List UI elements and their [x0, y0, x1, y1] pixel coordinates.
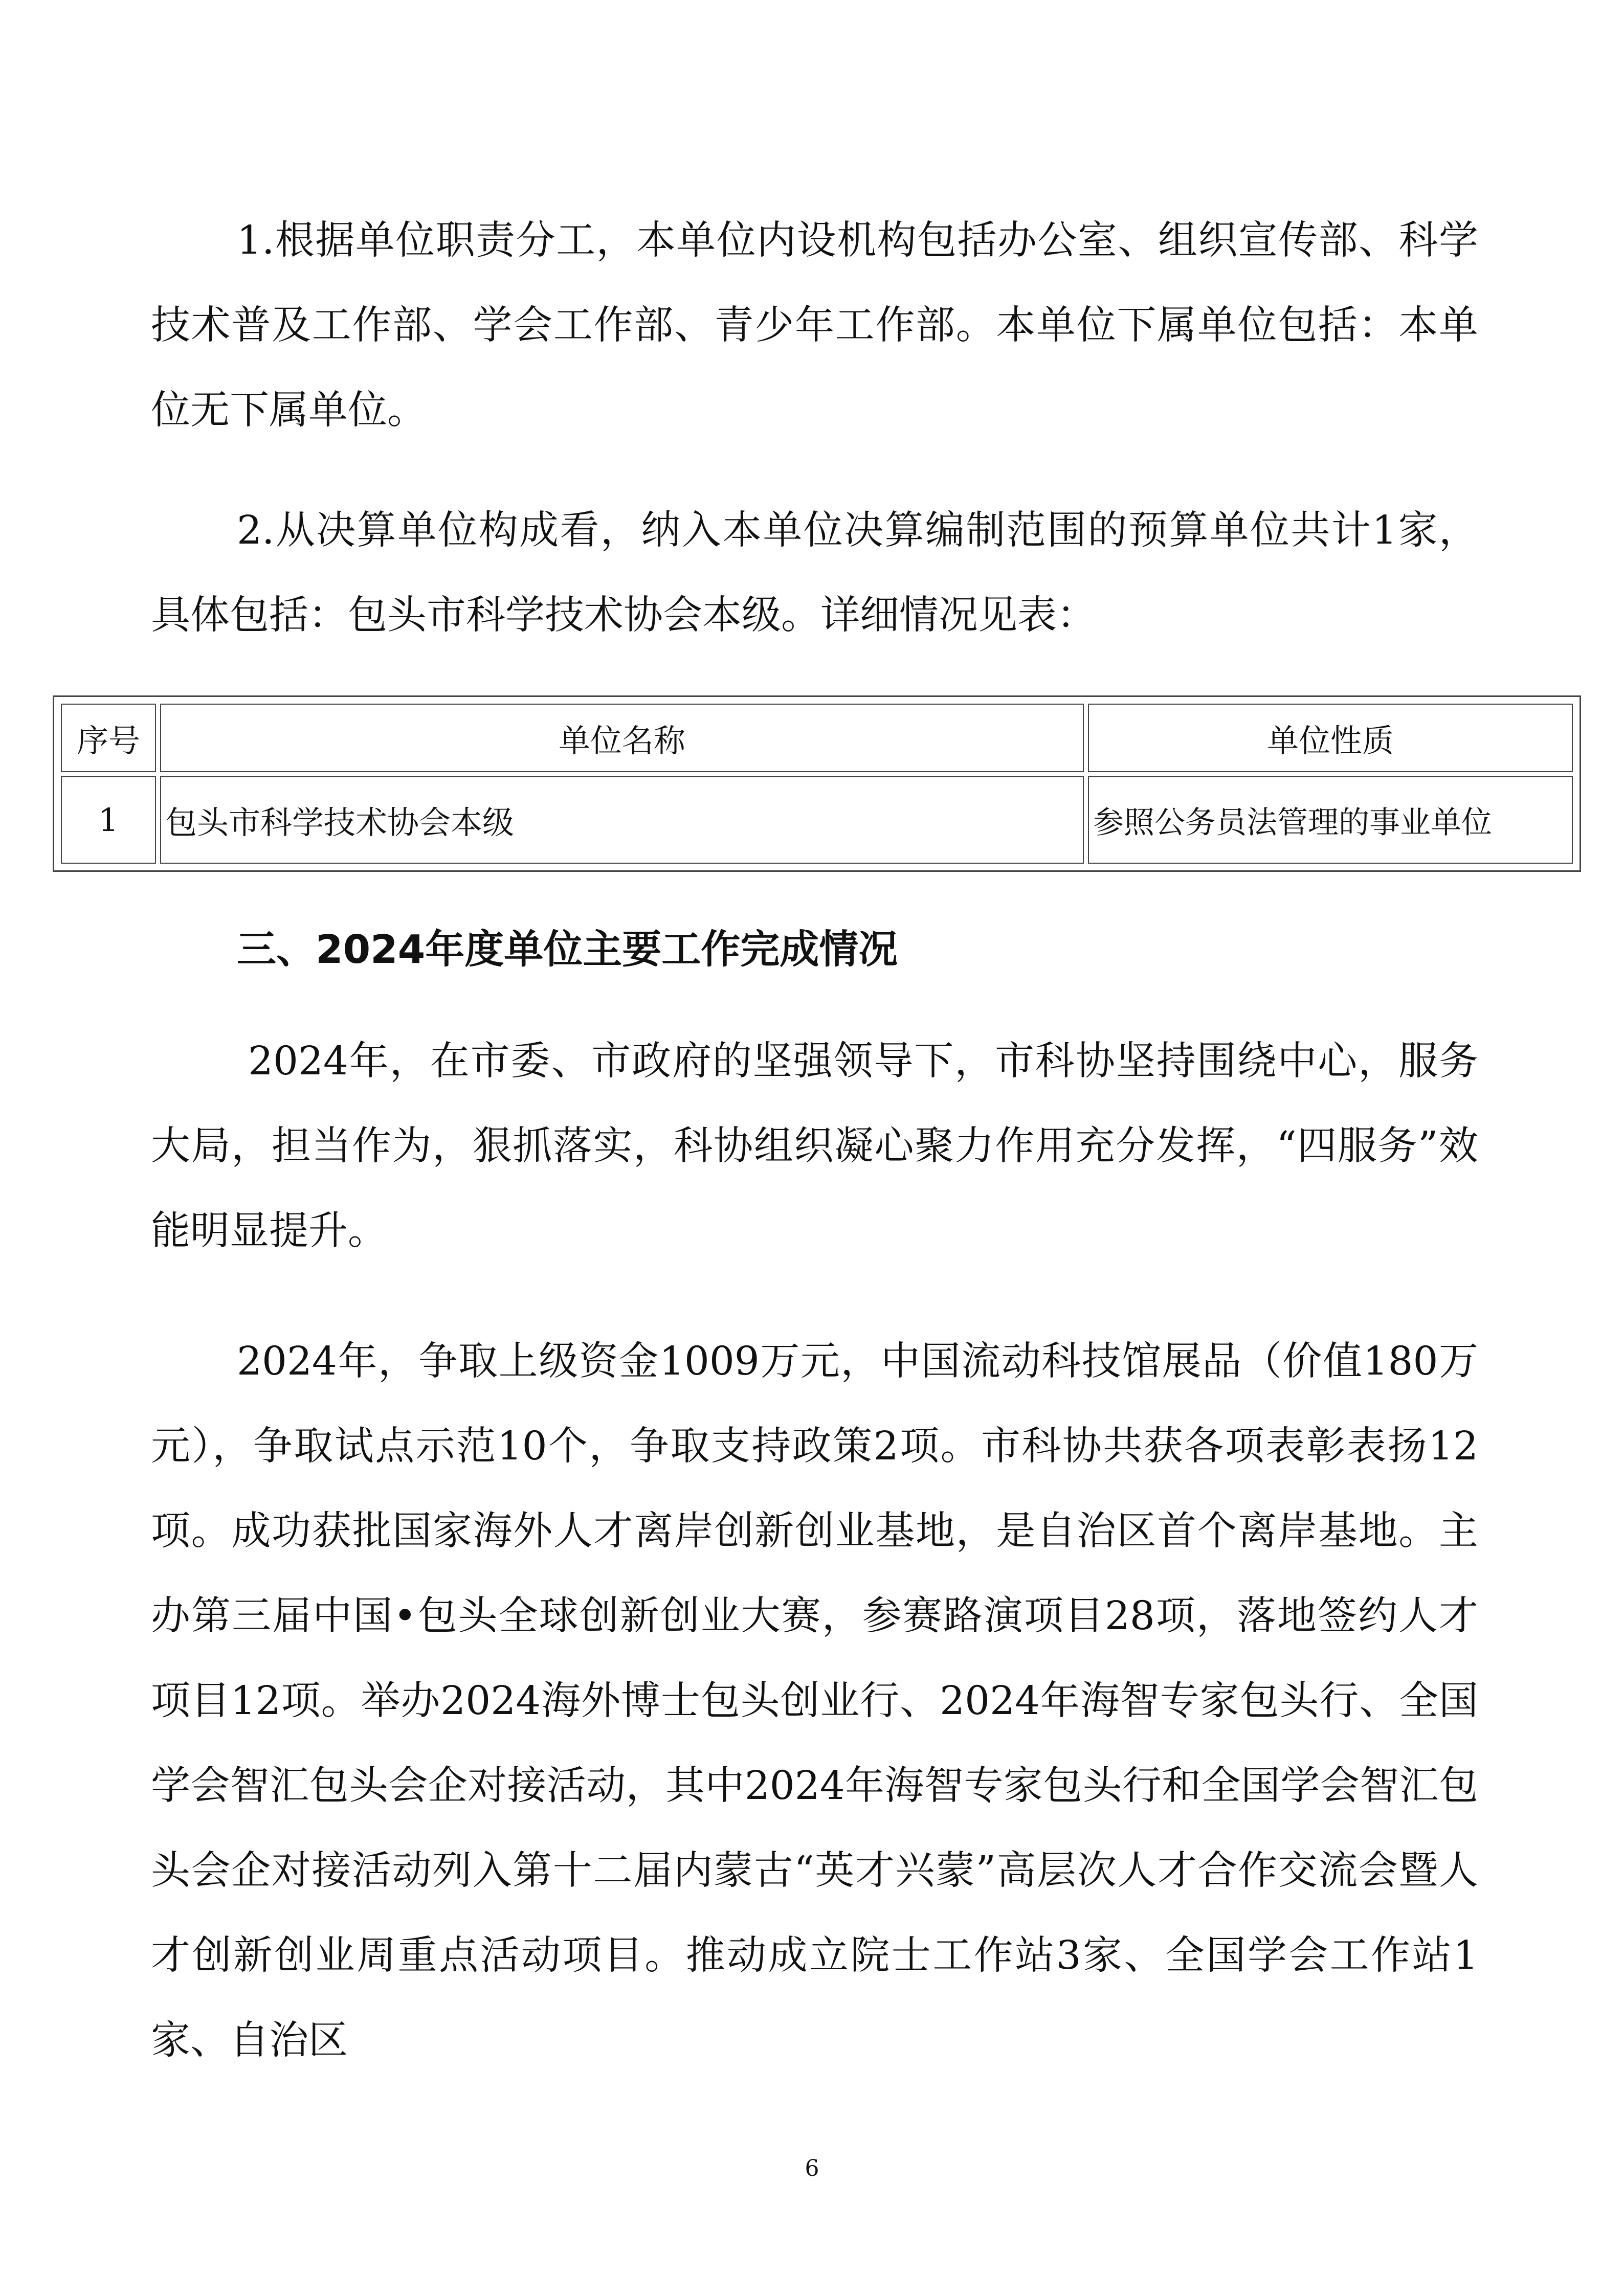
- table-header-row: [61, 704, 1573, 772]
- unit-table-grid: [57, 700, 1577, 868]
- unit-table: [53, 695, 1581, 872]
- cell-index: 1: [61, 776, 156, 864]
- cell-unit-nature: 参照公务员法管理的事业单位: [1088, 776, 1573, 864]
- paragraph-budget-units: 2.从决算单位构成看，纳入本单位决算编制范围的预算单位共计1家，具体包括：包头市科学技术协会本级。详细情况见表：: [151, 508, 1478, 638]
- paragraph-internal-structure: 1.根据单位职责分工，本单位内设机构包括办公室、组织宣传部、科学技术普及工作部、学会工作部、青少年工作部。本单位下属单位包括：本单位无下属单位。: [151, 218, 1478, 433]
- page-number: 6: [805, 2155, 819, 2181]
- paragraph-achievements: 2024年，争取上级资金1009万元，中国流动科技馆展品（价值180万元），争取试点示范10个，争取支持政策2项。市科协共获各项表彰表扬12项。成功获批国家海外人才离岸创新创业基地，是自治区首个离岸基地。主办第三届中国•包头全球创新创业大赛，参赛路演项目28项，落地签约人才项目12项。举办2024海外博士包头创业行、2024年海智专家包头行、全国学会智汇包头会企对接活动，其中2024年海智专家包头行和全国学会智汇包头会企对接活动列入第十二届内蒙古“英才兴蒙”高层次人才合作交流会暨人才创新创业周重点活动项目。推动成立院士工作站3家、全国学会工作站1家、自治区: [151, 1339, 1478, 2063]
- header-index: 序号: [61, 704, 156, 772]
- header-unit-nature: 单位性质: [1088, 704, 1573, 772]
- paragraph-summary: 2024年，在市委、市政府的坚强领导下，市科协坚持围绕中心，服务大局，担当作为，狠抓落实，科协组织凝心聚力作用充分发挥，“四服务”效能明显提升。: [151, 1039, 1478, 1254]
- section-heading: 三、2024年度单位主要工作完成情况: [237, 927, 898, 973]
- header-unit-name: 单位名称: [160, 704, 1084, 772]
- table-row: [61, 776, 1573, 864]
- cell-unit-name: 包头市科学技术协会本级: [160, 776, 1084, 864]
